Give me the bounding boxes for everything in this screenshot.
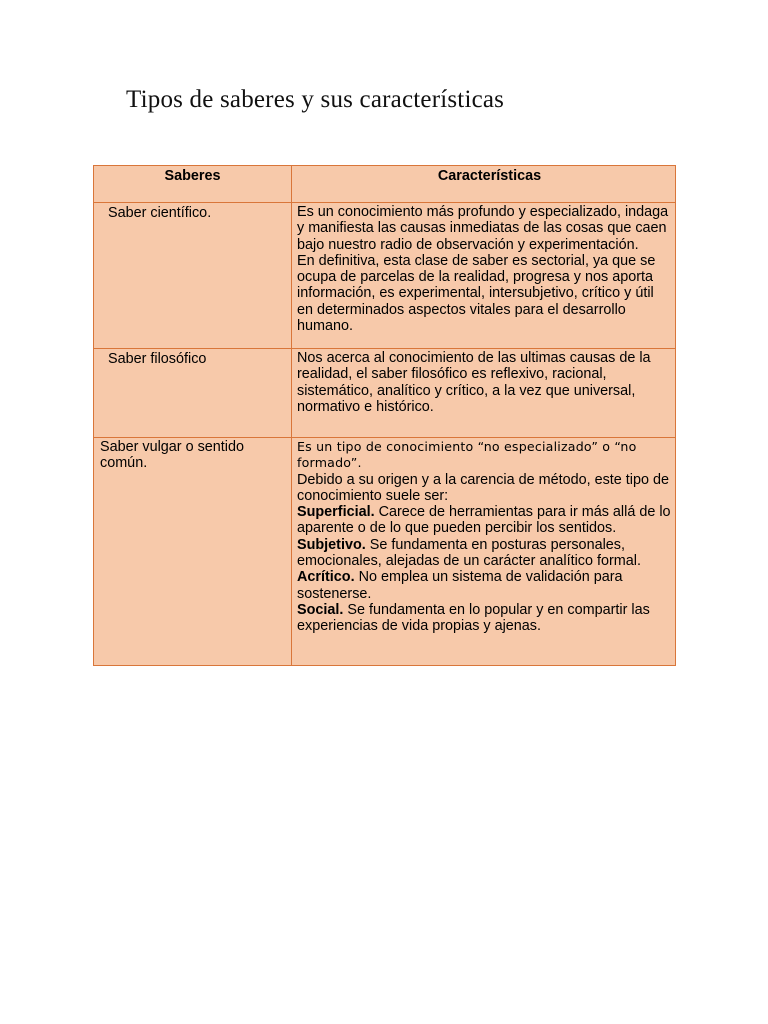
trait-text: Se fundamenta en posturas personales, emocionales, alejadas de un carácter analítico formal. bbox=[297, 536, 641, 570]
row-name-cell bbox=[94, 349, 292, 438]
row-description-cell bbox=[292, 438, 676, 666]
saber-cientifico-name: Saber científico. bbox=[108, 205, 212, 221]
trait-term: Social. bbox=[297, 601, 344, 618]
description-paragraph: En definitiva, esta clase de saber es sectorial, ya que se ocupa de parcelas de la realidad, progresa y nos aporta información, es experimental, intersubjetivo, crítico y útil en determinados aspectos vitales para el desarrollo humano. bbox=[297, 252, 656, 335]
header-caracteristicas: Características bbox=[437, 168, 542, 184]
table-header-row bbox=[94, 166, 676, 203]
row-name-cell bbox=[94, 203, 292, 349]
table-row bbox=[94, 349, 676, 438]
trait-item bbox=[297, 569, 671, 602]
trait-text: Se fundamenta en lo popular y en compartir las experiencias de vida propias y ajenas. bbox=[297, 601, 650, 635]
saber-filosofico-name: Saber filosófico bbox=[108, 351, 207, 367]
saberes-table bbox=[93, 165, 676, 666]
header-saberes: Saberes bbox=[164, 168, 221, 184]
trait-term: Subjetivo. bbox=[297, 536, 366, 553]
saber-vulgar-name: Saber vulgar o sentido común. bbox=[100, 439, 244, 472]
trait-item bbox=[297, 537, 671, 570]
table-row bbox=[94, 438, 676, 666]
description-paragraph: Es un conocimiento más profundo y especializado, indaga y manifiesta las causas inmediatas de las cosas que caen bajo nuestro radio de observación y experimentación. bbox=[297, 204, 669, 253]
header-cell-caracteristicas bbox=[292, 166, 676, 203]
description-paragraph: Nos acerca al conocimiento de las ultimas causas de la realidad, el saber filosófico es reflexivo, racional, sistemático, analítico y crítico, a la vez que universal, normativo e histórico. bbox=[297, 350, 651, 415]
trait-item bbox=[297, 504, 671, 537]
table-row bbox=[94, 203, 676, 349]
row-description-cell bbox=[292, 349, 676, 438]
trait-item bbox=[297, 602, 671, 635]
trait-text: No emplea un sistema de validación para sostenerse. bbox=[297, 569, 623, 602]
row-description-cell bbox=[292, 203, 676, 349]
trait-term: Superficial. bbox=[297, 504, 375, 521]
description-lead: Debido a su origen y a la carencia de método, este tipo de conocimiento suele ser: bbox=[297, 471, 669, 504]
description-intro: Es un tipo de conocimiento “no especializado” o “no formado”. bbox=[297, 439, 637, 471]
document-title: Tipos de saberes y sus características bbox=[126, 86, 505, 113]
header-cell-saberes bbox=[94, 166, 292, 203]
trait-text: Carece de herramientas para ir más allá de lo aparente o de lo que pueden percibir los sentidos. bbox=[297, 504, 671, 537]
trait-term: Acrítico. bbox=[297, 569, 355, 586]
row-name-cell bbox=[94, 438, 292, 666]
